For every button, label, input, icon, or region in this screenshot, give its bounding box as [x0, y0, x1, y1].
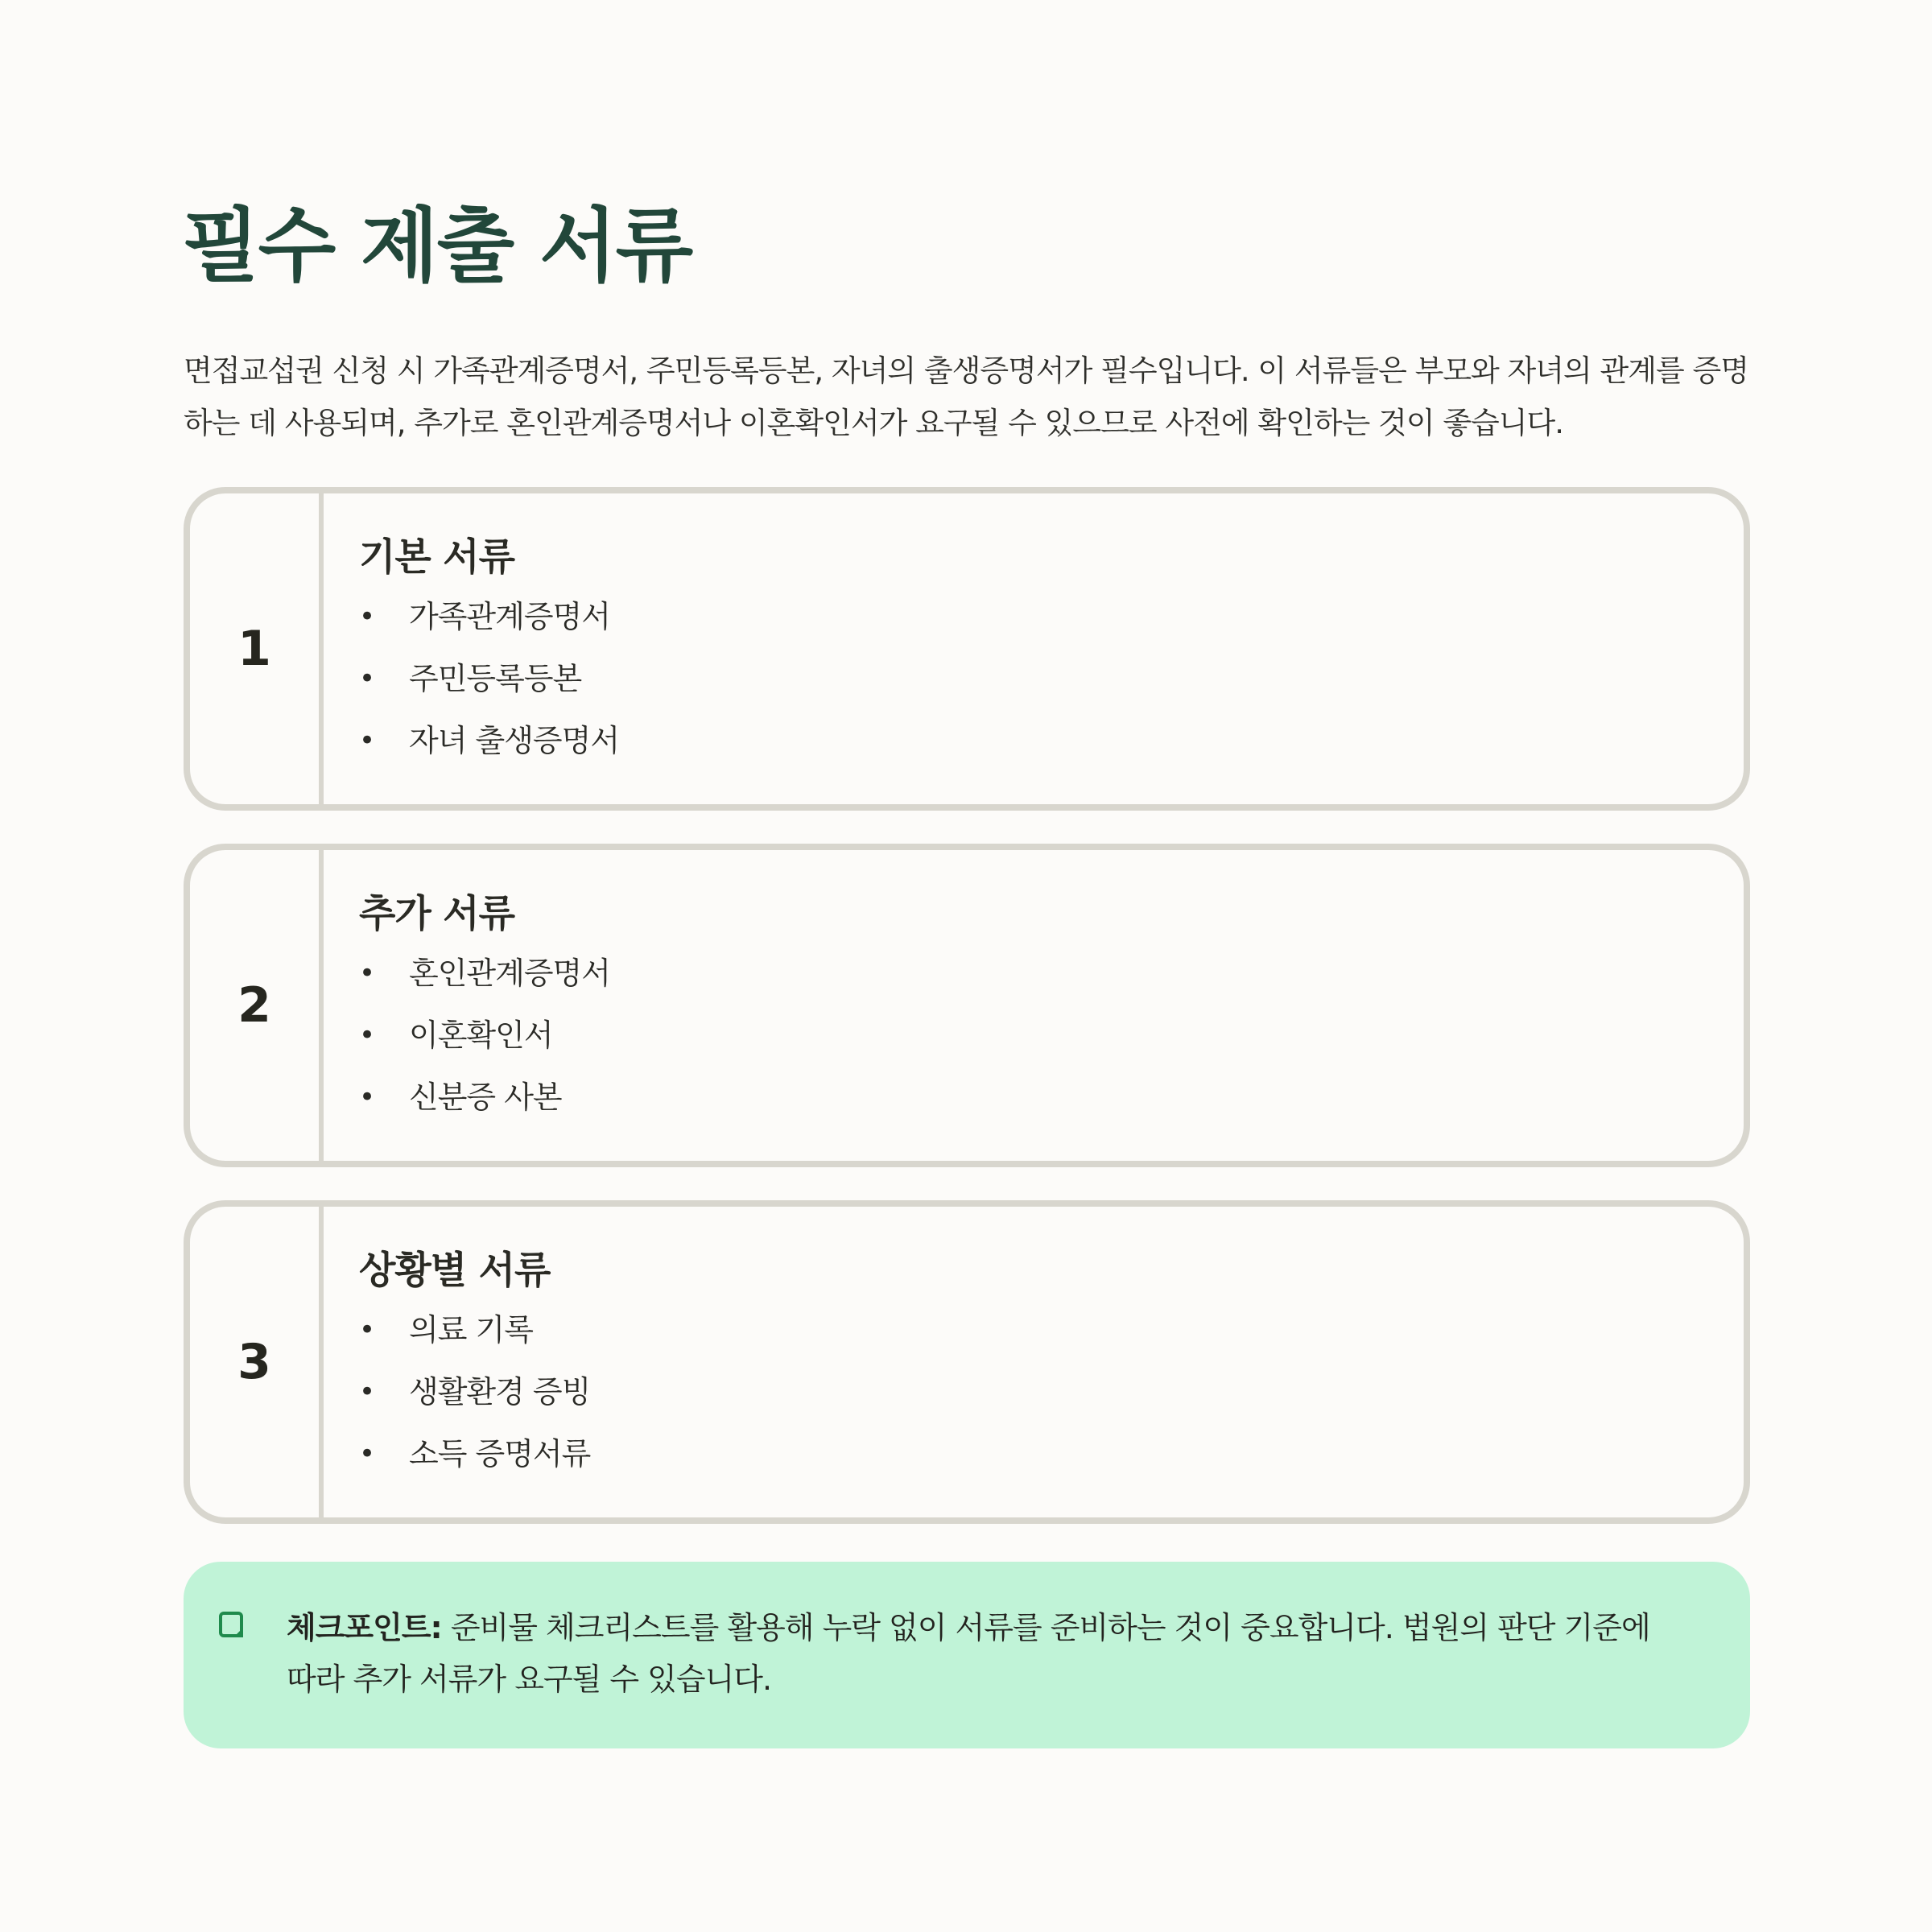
bullet-icon: • [359, 1019, 375, 1051]
page-title: 필수 제출 서류 [182, 199, 692, 293]
list-item [359, 654, 619, 716]
card-heading: 상황별 서류 [359, 1249, 551, 1293]
document-card-basic [184, 487, 1750, 811]
checkpoint-callout [184, 1562, 1750, 1748]
list-item [359, 1073, 610, 1135]
list-item [359, 949, 610, 1011]
item-label: 의료 기록 [409, 1312, 533, 1348]
list-item [359, 716, 619, 778]
item-label: 신분증 사본 [409, 1080, 562, 1115]
document-card-additional [184, 844, 1750, 1167]
item-label: 주민등록등본 [409, 661, 582, 696]
bullet-icon: • [359, 1438, 375, 1470]
item-label: 생활환경 증빙 [409, 1374, 591, 1410]
bullet-icon: • [359, 1081, 375, 1113]
card-heading: 기본 서류 [359, 535, 514, 580]
card-heading: 추가 서류 [359, 892, 514, 936]
document-card-situational [184, 1200, 1750, 1524]
item-label: 가족관계증명서 [409, 599, 610, 634]
bullet-icon: • [359, 663, 375, 695]
bullet-icon: • [359, 601, 375, 633]
bullet-icon: • [359, 1376, 375, 1408]
item-label: 자녀 출생증명서 [409, 723, 620, 758]
list-item [359, 592, 619, 654]
item-label: 혼인관계증명서 [409, 956, 610, 991]
list-item [359, 1306, 590, 1368]
item-label: 소득 증명서류 [409, 1436, 591, 1472]
list-item [359, 1430, 590, 1492]
bullet-icon: • [359, 724, 375, 757]
bullet-icon: • [359, 957, 375, 989]
intro-paragraph: 면접교섭권 신청 시 가족관계증명서, 주민등록등본, 자녀의 출생증명서가 필수입니다. 이 서류들은 부모와 자녀의 관계를 증명하는 데 사용되며, 추가로 혼인관계증명서나 이혼확인서가 요구될 수 있으므로 사전에 확인하는 것이 좋습니다. [184, 353, 1749, 440]
bullet-icon: • [359, 1314, 375, 1346]
item-label: 이혼확인서 [409, 1018, 553, 1053]
callout-text: 준비물 체크리스트를 활용해 누락 없이 서류를 준비하는 것이 중요합니다. 법원의 판단 기준에 따라 추가 서류가 요구될 수 있습니다. [287, 1610, 1650, 1697]
list-item [359, 1011, 610, 1073]
step-number: 3 [190, 1207, 324, 1517]
list-item [359, 1368, 590, 1430]
step-number: 1 [190, 493, 324, 804]
note-icon [219, 1612, 243, 1637]
step-number: 2 [190, 850, 324, 1161]
callout-label: 체크포인트: [287, 1610, 442, 1645]
